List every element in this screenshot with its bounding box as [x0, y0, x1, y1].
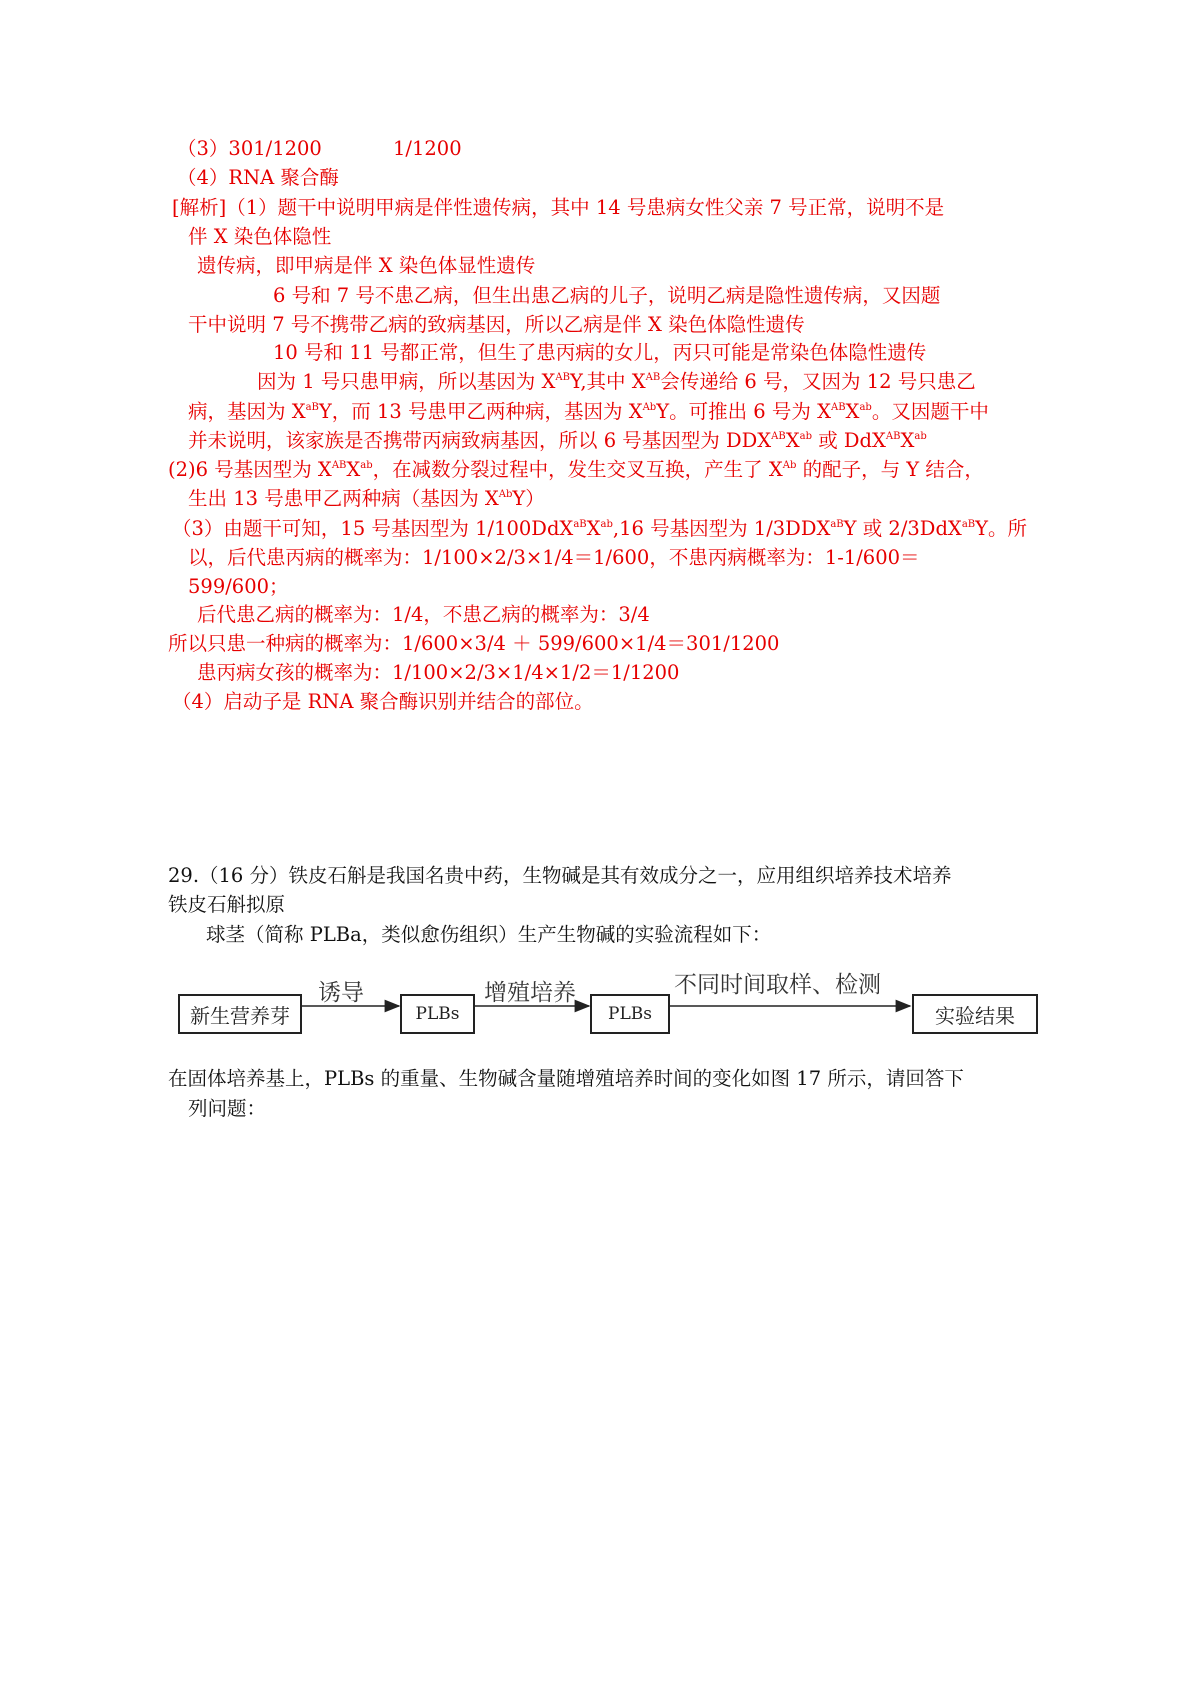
flow-box-new-buds: 新生营养芽 — [178, 994, 302, 1034]
analysis-line-1: [解析]（1）题干中说明甲病是伴性遗传病，其中 14 号患病女性父亲 7 号正常，说明不是 — [172, 196, 945, 219]
analysis-line-10: (2)6 号基因型为 $X^{AB}X^{ab}$，在减数分裂过程中，发生交叉互换，产生了 $X^{Ab}$ 的配子，与 Y 结合， — [168, 458, 984, 481]
arrow-label-induce: 诱导 — [318, 980, 364, 1006]
analysis-line-8: 病，基因为 $X^{aB}Y$，而 13 号患甲乙两种病，基因为 $X^{Ab}Y$。可推出 6 号为 $X^{AB}X^{ab}$。又因题干中 — [188, 400, 989, 423]
analysis-line-15: 后代患乙病的概率为：1/4，不患乙病的概率为：3/4 — [197, 603, 650, 626]
analysis-line-9: 并未说明，该家族是否携带丙病致病基因，所以 6 号基因型为 $DDX^{AB}X^{ab}$ 或 $DdX^{AB}X^{ab}$ — [188, 429, 927, 452]
question-29-line-4: 在固体培养基上，PLBs 的重量、生物碱含量随增殖培养时间的变化如图 17 所示，请回答下 — [168, 1067, 964, 1090]
answer-4: （4）RNA 聚合酶 — [177, 166, 339, 189]
analysis-line-4: 6 号和 7 号不患乙病，但生出患乙病的儿子，说明乙病是隐性遗传病，又因题 — [273, 284, 941, 307]
analysis-line-14: 599/600； — [188, 575, 289, 598]
analysis-line-6: 10 号和 11 号都正常，但生了患丙病的女儿，丙只可能是常染色体隐性遗传 — [273, 341, 927, 364]
answer-3: （3）301/1200 — [177, 137, 322, 160]
arrow-label-sample-detect: 不同时间取样、检测 — [674, 972, 881, 998]
analysis-line-3: 遗传病，即甲病是伴 X 染色体显性遗传 — [197, 254, 536, 277]
analysis-line-18: （4）启动子是 RNA 聚合酶识别并结合的部位。 — [172, 690, 594, 713]
flow-box-results: 实验结果 — [912, 994, 1038, 1034]
flow-box-plbs-2: PLBs — [590, 994, 670, 1034]
analysis-line-16: 所以只患一种病的概率为：1/600×3/4 ＋ 599/600×1/4＝301/1200 — [168, 632, 780, 655]
analysis-line-17: 患丙病女孩的概率为：1/100×2/3×1/4×1/2＝1/1200 — [197, 661, 680, 684]
answer-3-second-value: 1/1200 — [393, 137, 462, 160]
analysis-line-5: 干中说明 7 号不携带乙病的致病基因，所以乙病是伴 X 染色体隐性遗传 — [188, 313, 805, 336]
question-29-line-2: 铁皮石斛拟原 — [168, 893, 286, 916]
analysis-line-7: 因为 1 号只患甲病，所以基因为 $X^{AB}Y$,其中 $X^{AB}$会传递给 6 号，又因为 12 号只患乙 — [257, 370, 976, 393]
analysis-line-2: 伴 X 染色体隐性 — [188, 225, 332, 248]
analysis-line-11: 生出 13 号患甲乙两种病（基因为 $X^{Ab}Y$） — [188, 487, 545, 510]
arrow-label-proliferate: 增殖培养 — [484, 980, 576, 1006]
analysis-line-13: 以，后代患丙病的概率为：1/100×2/3×1/4＝1/600，不患丙病概率为：1-1/600＝ — [188, 546, 920, 569]
flow-box-plbs-1: PLBs — [400, 994, 475, 1034]
analysis-line-12: （3）由题干可知，15 号基因型为 $1/100DdX^{aB}X^{ab},16$ 号基因型为 $1/3DDX^{aB}Y$ 或 2/3DdX$^{aB}$Y。所 — [172, 517, 1027, 540]
question-29-line-3: 球茎（简称 PLBa，类似愈伤组织）生产生物碱的实验流程如下： — [206, 923, 772, 946]
question-29-line-5: 列问题： — [188, 1097, 267, 1120]
question-29-line-1: 29.（16 分）铁皮石斛是我国名贵中药，生物碱是其有效成分之一，应用组织培养技术培养 — [168, 864, 952, 887]
